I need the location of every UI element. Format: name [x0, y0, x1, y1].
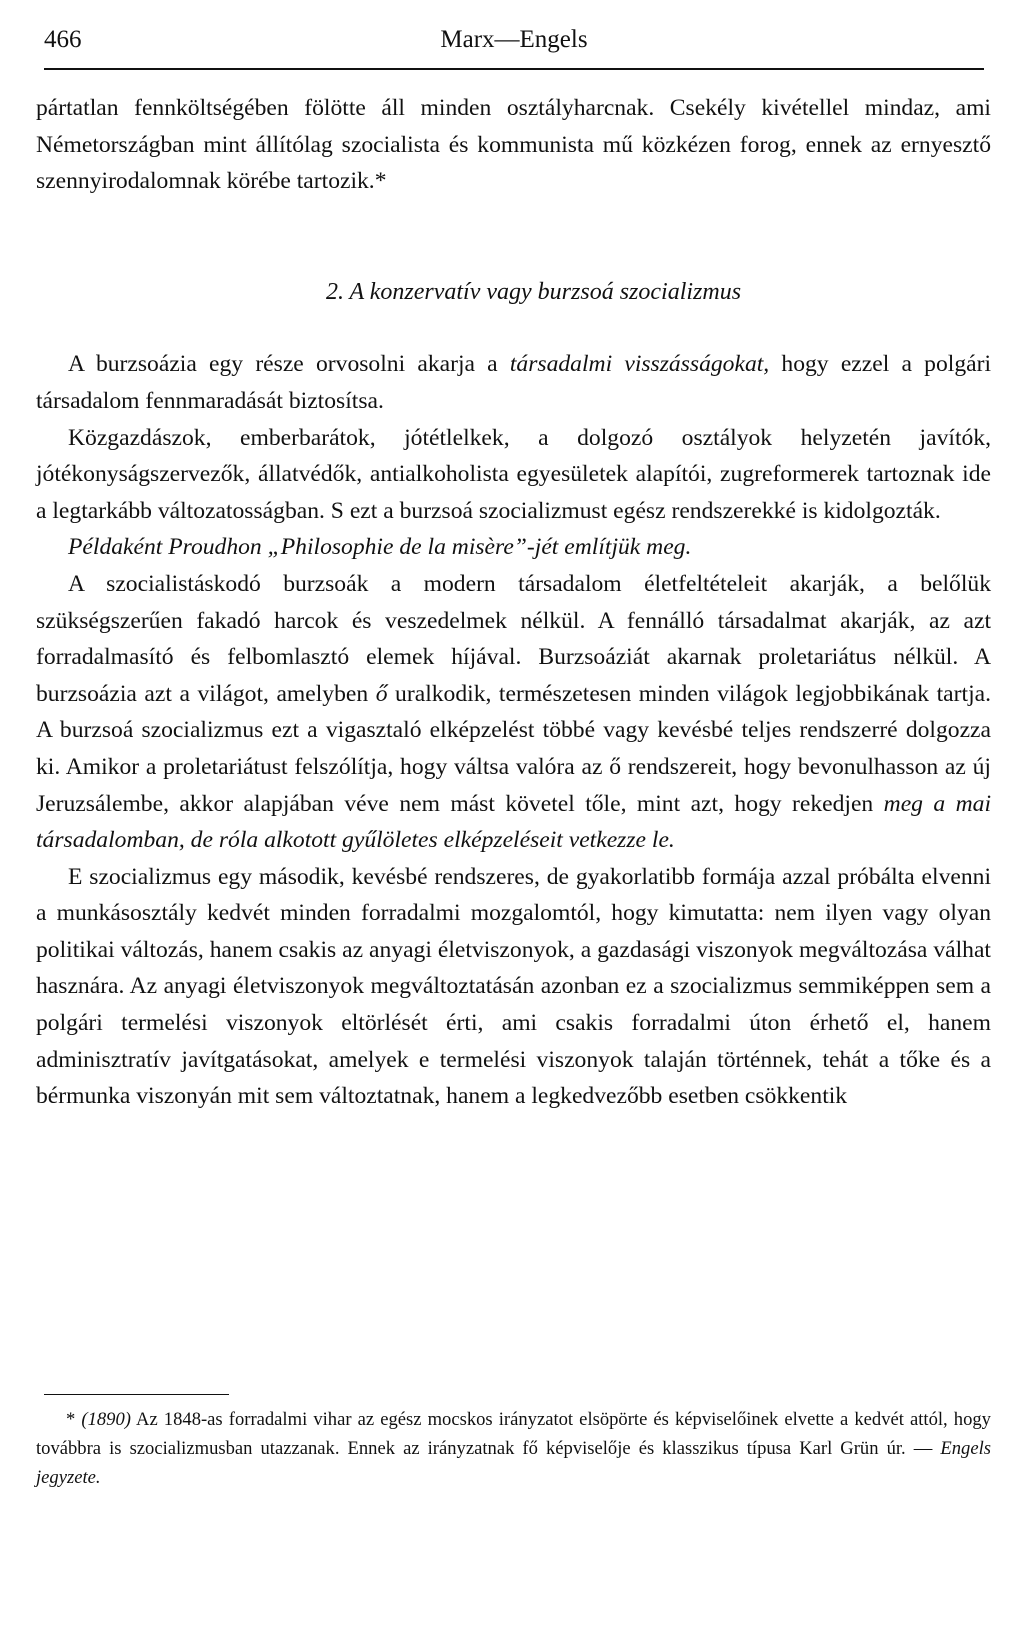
paragraph: E szocializmus egy második, kevésbé rendszeres, de gyakorlatibb formája azzal próbálta elvenni a munkásosztály kedvét minden forradalmi mozgalomtól, hogy kimutatta: nem ilyen vagy olyan politikai változás, hanem csakis az anyagi életviszonyok, a gazdasági viszonyok megváltozása válhat hasznára. Az anyagi életviszonyok megváltoztatásán azonban ez a szocializmus semmiképpen sem a polgári termelési viszonyok eltörlését érti, ami csakis forradalmi úton érhető el, hanem adminisztratív javítgatásokat, amelyek e termelési viszonyok talaján történnek, tehát a tőke és a bérmunka viszonyán mit sem változtatnak, hanem a legkedvezőbb esetben csökkentik	[36, 863, 991, 1110]
footnote-mark: *	[66, 1409, 82, 1430]
paragraph	[36, 566, 991, 859]
text-run: A szocialistáskodó burzsoák a modern társadalom életfeltételeit akarják, a belőlük szükségszerűen fakadó harcok és veszedelmek nélkül. A fennálló társadalmat akarják, az azt forradalmasító és felbomlasztó elemek híjával. Burzsoáziát akarnak proletariátus nélkül. A burzsoázia azt a világot, amelyben	[36, 570, 991, 707]
page-header	[44, 26, 984, 66]
footnote-text: Az 1848-as forradalmi vihar az egész mocskos irányzatot elsöpörte és képviselőinek elvette a kedvét attól, hogy továbbra is szocializmusban utazzanak. Ennek az irányzatnak fő képviselője és klasszikus típusa Karl Grün úr. —	[36, 1409, 991, 1459]
text-run: A burzsoázia egy része orvosolni akarja a	[68, 351, 510, 378]
header-rule	[44, 68, 984, 70]
footnote-rule	[44, 1394, 229, 1395]
footnote	[36, 1405, 991, 1492]
text-run: hogy ezzel a polgári társadalom fennmaradását biztosítsa.	[36, 351, 992, 414]
paragraph: Példaként Proudhon „Philosophie de la misère”-jét említjük meg.	[68, 534, 692, 561]
italic-text: társadalmi visszásságokat,	[509, 351, 770, 378]
italic-text: ő	[375, 680, 388, 707]
running-head: Marx—Engels	[440, 26, 588, 53]
page-number: 466	[44, 26, 82, 53]
section-title: 2. A konzervatív vagy burzsoá szocializmus	[325, 278, 742, 305]
italic-text: meg a mai társadalomban, de róla alkotott gyűlöletes elképzeléseit vetkezze le.	[36, 790, 991, 854]
paragraph	[36, 346, 991, 419]
footnote-year: (1890)	[81, 1409, 131, 1430]
paragraph: Közgazdászok, emberbarátok, jótétlelkek, a dolgozó osztályok helyzetén javítók, jótékonyságszervezők, állatvédők, antialkoholista egyesületek alapítói, zugreformerek tartoznak ide a legtarkább változatosságban. S ezt a burzsoá szocializmust egész rendszerekké is kidolgozták.	[36, 424, 991, 524]
footnotes	[36, 1405, 991, 1492]
paragraph-continued: pártatlan fennköltségében fölötte áll minden osztályharcnak. Csekély kivétellel mindaz, ami Németországban mint állítólag szocialista és kommunista mű közkézen forog, ennek az ernyesztő szennyirodalomnak körébe tartozik.*	[36, 95, 991, 195]
body-text	[36, 90, 991, 1115]
footnote-attribution: Engels jegyzete.	[36, 1438, 991, 1488]
text-run: uralkodik, természetesen minden világok legjobbikának tartja. A burzsoá szocializmus ezt a vigasztaló elképzelést többé vagy kevésbé teljes rendszerré dolgozza ki. Amikor a proletariátust felszólítja, hogy váltsa valóra az ő rendszereit, hogy bevonulhasson az új Jeruzsálembe, akkor alapjában véve nem mást követel tőle, mint azt, hogy rekedjen	[36, 680, 991, 817]
